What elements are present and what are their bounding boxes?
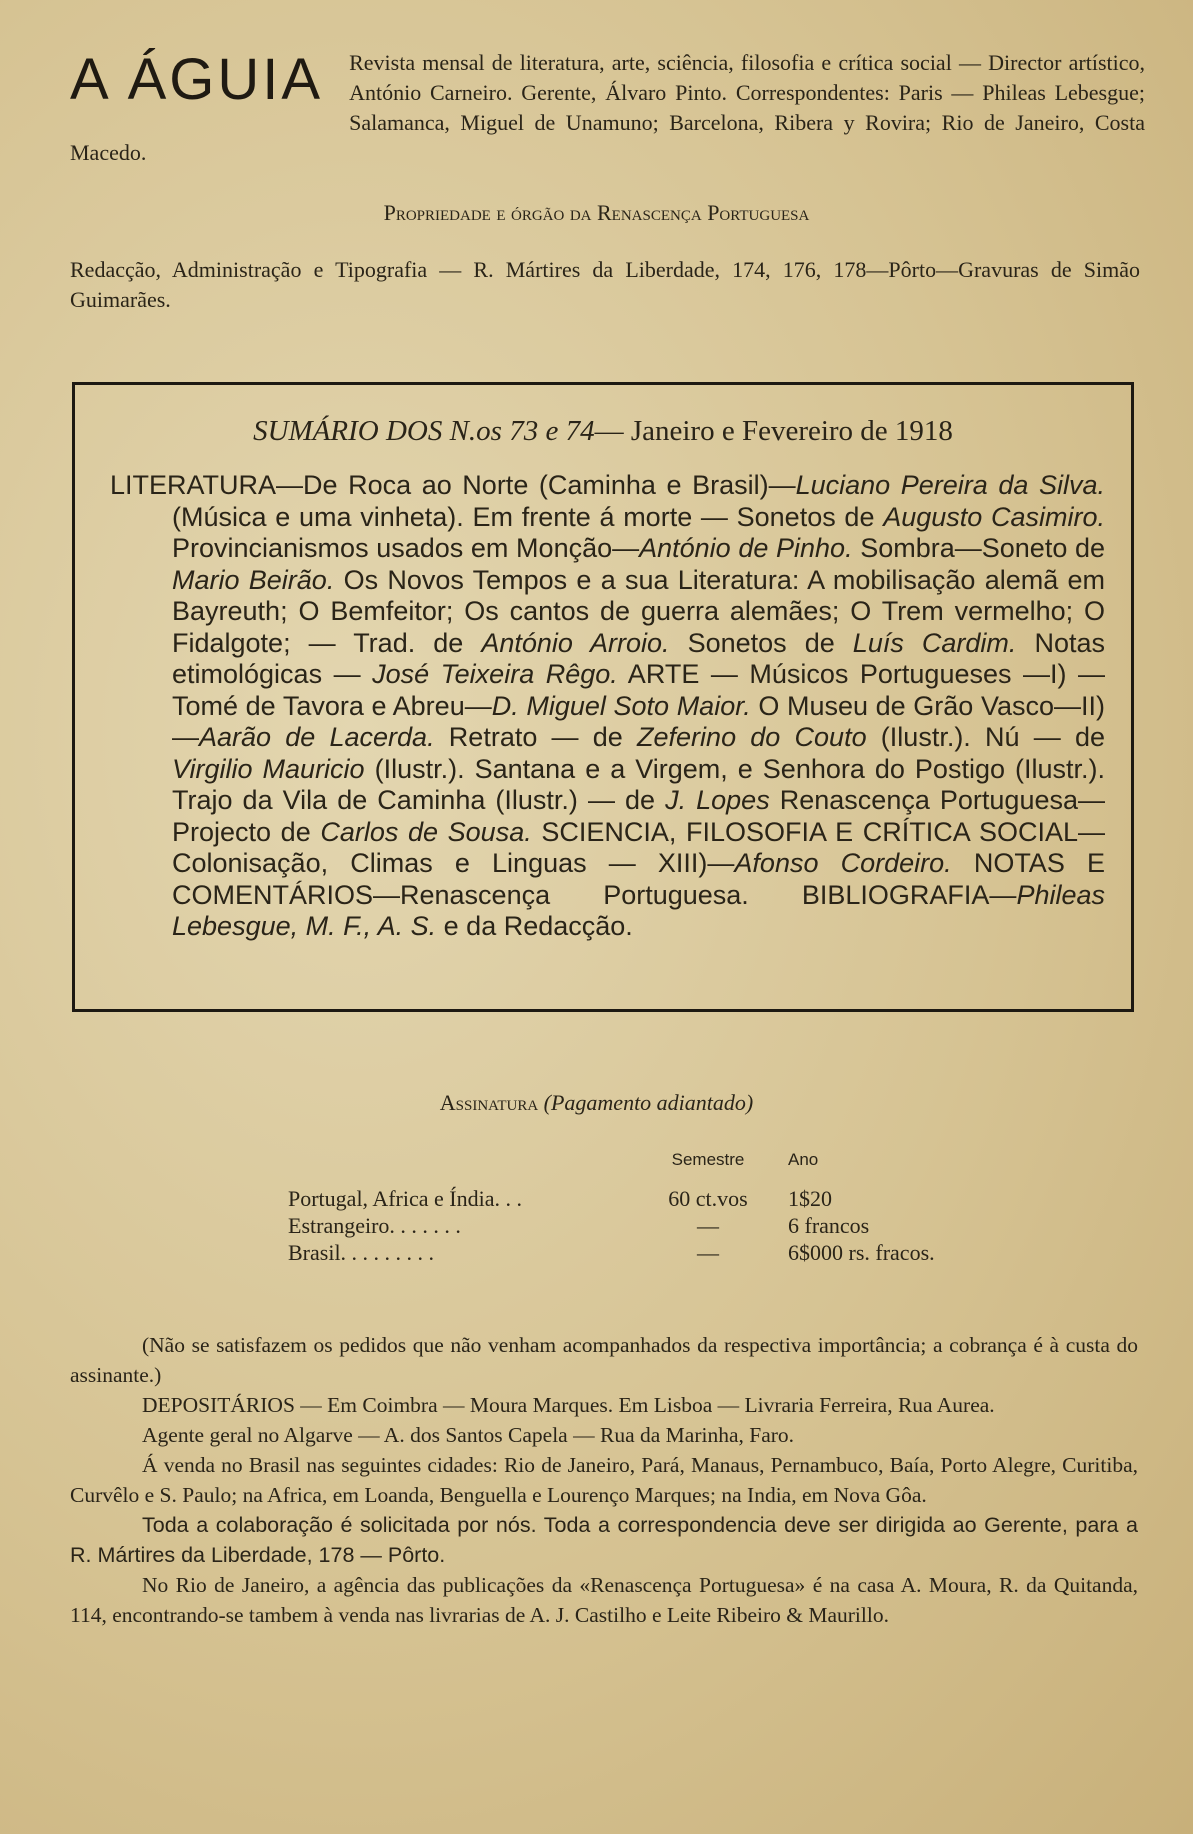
price-semester: — xyxy=(697,1213,719,1238)
summary-segment: NOTAS E COMENTÁRIOS—Renascença Portuguesa. BIBLIOGRAFIA— xyxy=(172,848,1105,910)
summary-heading-date: — Janeiro e Fevereiro de 1918 xyxy=(594,415,953,447)
summary-segment: Notas etimológicas — xyxy=(172,627,1105,689)
summary-segment: LITERATURA—De Roca ao Norte (Caminha e Brasil)— xyxy=(110,470,796,500)
summary-segment: Provincianismos usados em Monção— xyxy=(172,533,640,563)
price-semester: 60 ct.vos xyxy=(668,1186,748,1211)
summary-heading xyxy=(75,415,1131,448)
price-table xyxy=(288,1145,988,1266)
summary-contents xyxy=(110,470,1105,943)
subscription-note: (Pagamento adiantado) xyxy=(543,1090,754,1115)
summary-author: António de Pinho. xyxy=(639,533,853,563)
price-semester: — xyxy=(697,1240,719,1265)
summary-author: Aarão de Lacerda. xyxy=(199,722,435,752)
summary-segment: Renascença Portuguesa—Projecto de xyxy=(172,785,1105,847)
col-semester: Semestre xyxy=(671,1150,745,1169)
magazine-title: A ÁGUIA xyxy=(70,47,324,112)
price-region: Portugal, Africa e Índia. . . xyxy=(288,1186,522,1211)
price-year: 6 francos xyxy=(788,1213,870,1238)
note-depositories: DEPOSITÁRIOS — Em Coimbra — Moura Marques. Em Lisboa — Livraria Ferreira, Rua Aurea. xyxy=(142,1393,995,1417)
summary-author: Luís Cardim. xyxy=(852,627,1017,658)
property-line: Propriedade e órgão da Renascença Portuguesa xyxy=(383,200,810,225)
summary-heading-issue: SUMÁRIO DOS N.os 73 e 74 xyxy=(253,415,595,447)
subscription-label: Assinatura xyxy=(439,1090,539,1115)
summary-author: J. Lopes xyxy=(665,785,770,815)
note-rio-agency: No Rio de Janeiro, a agência das publicações da «Renascença Portuguesa» é na casa A. Moura, R. da Quitanda, 114, encontrando-se tambem à venda nas livrarias de A. J. Castilho e Leite Ribeiro & Maurillo. xyxy=(70,1573,1138,1627)
summary-segment: e da Redacção. xyxy=(436,911,633,941)
price-region: Estrangeiro. . . . . . . xyxy=(288,1213,461,1238)
summary-author: António Arroio. xyxy=(481,627,670,658)
summary-segment: (Ilustr.). Santana e a Virgem, e Senhora do Postigo (Ilustr.). Trajo da Vila de Caminha (Ilustr.) — de xyxy=(172,753,1105,815)
summary-segment: O Museu de Grão Vasco—II)— xyxy=(172,690,1105,752)
summary-author: Afonso Cordeiro. xyxy=(734,848,952,878)
summary-segment: Os Novos Tempos e a sua Literatura: A mobilisação alemã em Bayreuth; O Bemfeitor; Os cantos de guerra alemães; O Trem vermelho; O Fidalgote; — Trad. de xyxy=(172,564,1105,658)
masthead-text: Revista mensal de literatura, arte, sciência, filosofia e crítica social — Director artístico, António Carneiro. Gerente, Álvaro Pinto. Correspondentes: Paris — Phileas Lebesgue; Salamanca, Miguel de Unamuno; Barcelona, Ribera y Rovira; Rio de Janeiro, Costa Macedo. xyxy=(70,50,1145,165)
summary-author: Augusto Casimiro. xyxy=(883,501,1105,532)
subscription-title xyxy=(0,1090,1193,1116)
note-brazil-sales: Á venda no Brasil nas seguintes cidades: Rio de Janeiro, Pará, Manaus, Pernambuco, Baía, Porto Alegre, Curitiba, Curvêlo e S. Paulo; na Africa, em Loanda, Benguella e Lourenço Marques; na India, em Nova Gôa. xyxy=(70,1453,1138,1507)
summary-box xyxy=(72,382,1134,1012)
summary-author: D. Miguel Soto Maior. xyxy=(491,690,751,721)
note-orders: (Não se satisfazem os pedidos que não venham acompanhados da respectiva importância; a cobrança é à custa do assinante.) xyxy=(70,1333,1138,1387)
price-region: Brasil. . . . . . . . . xyxy=(288,1240,435,1265)
summary-body xyxy=(110,470,1105,943)
summary-author: Virgilio Mauricio xyxy=(172,753,365,784)
price-row xyxy=(288,1185,988,1212)
summary-segment: ARTE — Músicos Portugueses —I) — Tomé de Tavora e Abreu— xyxy=(172,659,1106,721)
summary-author: Phileas Lebesgue, M. F., A. S. xyxy=(172,879,1105,941)
price-year: 6$000 rs. fracos. xyxy=(788,1240,935,1265)
price-row xyxy=(288,1239,988,1266)
masthead xyxy=(70,48,1145,168)
summary-segment: (Música e uma vinheta). Em frente á morte — Sonetos de xyxy=(172,501,884,532)
summary-segment: Sombra—Soneto de xyxy=(852,533,1106,563)
summary-author: Luciano Pereira da Silva. xyxy=(795,470,1105,500)
note-algarve-agent: Agente geral no Algarve — A. dos Santos Capela — Rua da Marinha, Faro. xyxy=(142,1423,795,1447)
summary-author: José Teixeira Rêgo. xyxy=(372,659,618,689)
price-row xyxy=(288,1212,988,1239)
summary-segment: Retrato — de xyxy=(434,722,638,752)
summary-author: Mario Beirão. xyxy=(172,564,335,595)
summary-segment: (Ilustr.). Nú — de xyxy=(866,722,1105,752)
col-year: Ano xyxy=(788,1150,819,1169)
summary-author: Zeferino do Couto xyxy=(637,722,867,752)
notes-section xyxy=(70,1330,1138,1630)
note-collaboration: Toda a colaboração é solicitada por nós. Toda a correspondencia deve ser dirigida ao Gerente, para a R. Mártires da Liberdade, 178 — Pôrto. xyxy=(70,1513,1138,1567)
summary-segment: Sonetos de xyxy=(669,627,853,658)
address-text: Redacção, Administração e Tipografia — R. Mártires da Liberdade, 174, 176, 178—Pôrto—Gravuras de Simão Guimarães. xyxy=(70,257,1140,312)
price-year: 1$20 xyxy=(788,1186,832,1211)
summary-segment: SCIENCIA, FILOSOFIA E CRÍTICA SOCIAL—Colonisação, Climas e Linguas — XIII)— xyxy=(172,816,1105,878)
summary-author: Carlos de Sousa. xyxy=(320,816,532,847)
